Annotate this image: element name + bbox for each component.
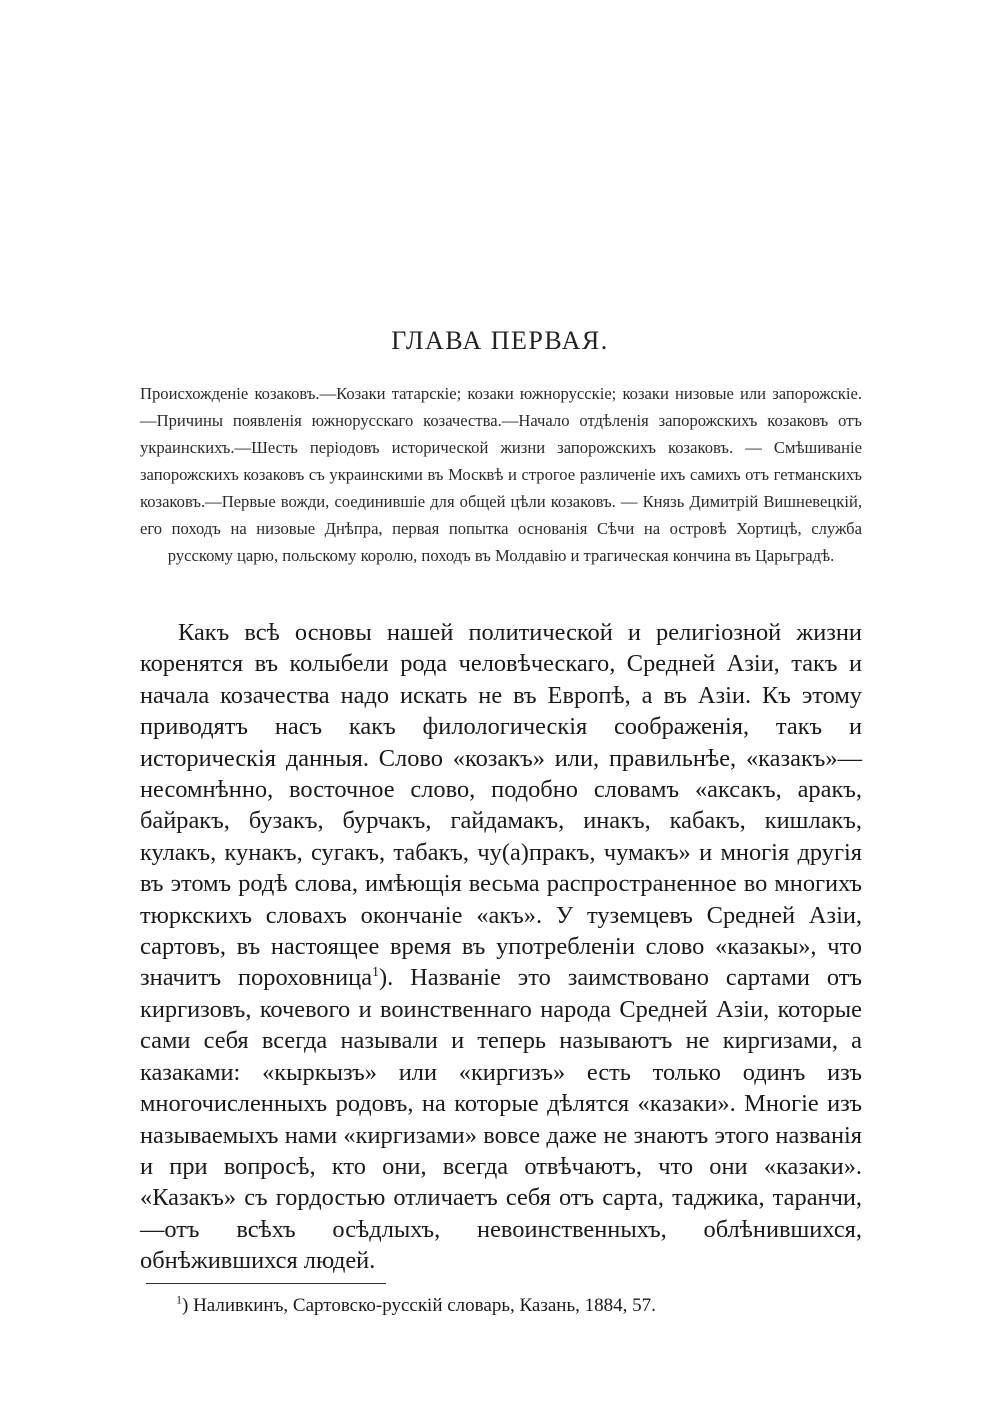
footnote — [176, 1294, 876, 1318]
main-paragraph — [140, 617, 862, 1277]
footnote-reference: 1 — [372, 965, 380, 981]
footnote-mark: 1 — [176, 1292, 182, 1307]
paragraph-text-part-2: ). Названіе это заимствовано сартами отъ киргизовъ, кочевого и воинственнаго народа Средней Азіи, которые сами себя всегда называли и теперь называютъ не киргизами, а казаками: «кыркызъ» или «киргизъ» есть только одинъ изъ многочисленныхъ родовъ, на которые дѣлятся «казаки». Многіе изъ называемыхъ нами «киргизами» вовсе даже не знаютъ этого названія и при вопросѣ, кто они, всегда отвѣчаютъ, что они «казаки». «Казакъ» съ гордостью отличаетъ себя отъ сарта, таджика, таранчи,—отъ всѣхъ осѣдлыхъ, невоинственныхъ, облѣнившихся, обнѣжившихся людей. — [140, 964, 862, 1275]
paragraph-text-part-1: Какъ всѣ основы нашей политической и религіозной жизни коренятся въ колыбели рода человѣческаго, Средней Азіи, такъ и начала козачества надо искать не въ Европѣ, а въ Азіи. Къ этому приводятъ насъ какъ филологическія соображенія, такъ и историческія данныя. Слово «козакъ» или, правильнѣе, «казакъ»—несомнѣнно, восточное слово, подобно словамъ «аксакъ, аракъ, байракъ, бузакъ, бурчакъ, гайдамакъ, инакъ, кабакъ, кишлакъ, кулакъ, кунакъ, сугакъ, табакъ, чу(а)пракъ, чумакъ» и многія другія въ этомъ родѣ слова, имѣющія весьма распространенное во многихъ тюркскихъ словахъ окончаніе «акъ». У туземцевъ Средней Азіи, сартовъ, въ настоящее время въ употребленіи слово «казакы», что значитъ пороховница — [140, 619, 862, 992]
chapter-summary: Происхожденіе козаковъ.—Козаки татарскіе; козаки южнорусскіе; козаки низовые или запорожскіе.—Причины появленія южнорусскаго козачества.—Начало отдѣленія запорожскихъ козаковъ отъ украинскихъ.—Шесть періодовъ исторической жизни запорожскихъ козаковъ. — Смѣшиваніе запорожскихъ козаковъ съ украинскими въ Москвѣ и строгое различеніе ихъ самихъ отъ гетманскихъ козаковъ.—Первые вожди, соединившіе для общей цѣли козаковъ. — Князь Димитрій Вишневецкій, его походъ на низовые Днѣпра, первая попытка основанія Сѣчи на островѣ Хортицѣ, служба русскому царю, польскому королю, походъ въ Молдавію и трагическая кончина въ Царьградѣ. — [140, 384, 862, 565]
chapter-title: ГЛАВА ПЕРВАЯ. — [391, 326, 609, 355]
footnote-text: ) Наливкинъ, Сартовско-русскій словарь, Казань, 1884, 57. — [182, 1295, 656, 1316]
footnote-divider — [146, 1283, 386, 1284]
